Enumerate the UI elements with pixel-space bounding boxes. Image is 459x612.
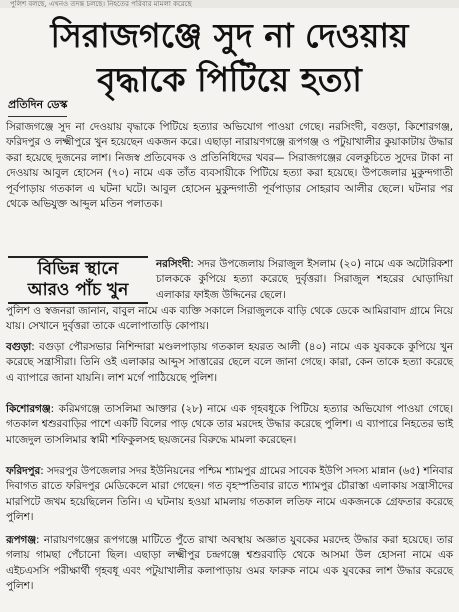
rupganj-paragraph — [6, 533, 453, 595]
faridpur-place: ফরিদপুর — [6, 465, 41, 477]
faridpur-text: : সদরপুর উপজেলার সদর ইউনিয়নের পশ্চিম শ্যামপুর গ্রামের সাবেক ইউপি সদস্য মান্নান (৬৫) শনিবার দিবাগত রাতে ফরিদপুর মেডিকেলে মারা গেছেন। গত বৃহস্পতিবার রাতে শ্যামপুর চৌরাস্তা এলাকায় সন্ত্রাসীদের মারপিটে জখম হয়েছিলেন তিনি। এ ঘটনায় হওয়া মামলায় গতকাল লতিফ নামে একজনকে গ্রেফতার করেছে পুলিশ। — [6, 465, 453, 524]
narsingdi-place: নরসিংদী — [156, 258, 191, 270]
headline-line-1: সিরাজগঞ্জে সুদ না দেওয়ায় — [50, 16, 409, 55]
sidebar-box-line-2: আরও পাঁচ খুন — [27, 280, 129, 300]
headline — [8, 14, 451, 102]
faridpur-paragraph — [6, 464, 453, 526]
bogura-paragraph — [6, 340, 453, 386]
bogura-text: : বগুড়া পৌরসভার নিশিন্দারা মণ্ডলপাড়ায় গতকাল হযরত আলী (৪০) নামে এক যুবককে কুপিয়ে খুন করেছে সন্ত্রাসীরা। তিনি ওই এলাকার আব্দুস সাত্তারের ছেলে বলে জানা গেছে। কারা, কেন তাকে হত্যা করেছে এ ব্যাপারে জানা যায়নি। লাশ মর্গে পাঠিয়েছে পুলিশ। — [6, 341, 453, 384]
narsingdi-paragraph — [156, 257, 453, 303]
rupganj-text: : নারায়ণগঞ্জের রূপগঞ্জে মাটিতে পুঁতে রাখা অবস্থায় অজ্ঞাত যুবকের মরদেহ উদ্ধার করা হয়েছে। তার গলায় গামছা পেঁচানো ছিল। এছাড়া লক্ষ্মীপুর চন্দ্রগঞ্জে শ্বশুরবাড়ি থেকে আসমা উল হোসনা নামে এক এইচএসসি পরীক্ষার্থী গৃহবধূ এবং পটুয়াখালীর কলাপাড়ায় ওমর ফারুক নামে এক যুবকের লাশ উদ্ধার করেছে পুলিশ। — [6, 534, 453, 593]
kishoreganj-place: কিশোরগঞ্জ — [6, 403, 51, 415]
bogura-place: বগুড়া — [6, 341, 32, 353]
rupganj-place: রূপগঞ্জ — [6, 534, 37, 546]
kishoreganj-text: : করিমগঞ্জে তাসলিমা আক্তার (২৮) নামে এক গৃহবধূকে পিটিয়ে হত্যার অভিযোগ পাওয়া গেছে। গতকাল শ্বশুরবাড়ির পাশে একটি বিলের পাড় থেকে তার মরদেহ উদ্ধার করেছে পুলিশ। এ ব্যাপারে নিহতের ভাই মাজেদুল তাসলিমার স্বামী শফিকুলসহ ছয়জনের বিরুদ্ধে মামলা করেছেন। — [6, 403, 453, 446]
kishoreganj-paragraph — [6, 402, 453, 448]
top-strip-text: পুলিশ বলছে, এখনও তদন্ত চলছে। নিহতের পরিবার মামলা করেছে — [0, 0, 459, 8]
narsingdi-continued: পুলিশ ও স্বজনরা জানান, বাবুল নামে এক ব্যক্তি সকালে সিরাজুলকে বাড়ি থেকে ডেকে আমিরাবাদ গ্রামে নিয়ে যায়। সেখানে দুর্বৃত্তরা তাকে এলোপাতাড়ি কোপায়। — [6, 305, 453, 333]
sidebar-highlight-box — [8, 256, 148, 304]
headline-line-2: বৃদ্ধাকে পিটিয়ে হত্যা — [97, 60, 362, 99]
sidebar-box-line-1: বিভিন্ন স্থানে — [37, 259, 119, 279]
byline: প্রতিদিন ডেস্ক — [8, 96, 67, 117]
narsingdi-text: : সদর উপজেলায় সিরাজুল ইসলাম (২০) নামে এক অটোরিকশা চালককে কুপিয়ে হত্যা করেছে দুর্বৃত্তরা। সিরাজুল শহরের ঘোড়াদিয়া এলাকার ফাইজ উদ্দিনের ছেলে। — [156, 258, 453, 301]
intro-paragraph: সিরাজগঞ্জে সুদ না দেওয়ায় বৃদ্ধাকে পিটিয়ে হত্যার অভিযোগ পাওয়া গেছে। নরসিংদী, বগুড়া, কিশোরগঞ্জ, ফরিদপুর ও লক্ষ্মীপুরে খুন হয়েছেন একজন করে। এছাড়া নারায়ণগঞ্জে রূপগঞ্জ ও পটুয়াখালীর কুয়াকাটায় উদ্ধার করা হয়েছে দুজনের লাশ। নিজস্ব প্রতিবেদক ও প্রতিনিধিদের খবর— সিরাজগঞ্জের বেলকুচিতে সুদের টাকা না দেওয়ায় আবুল হোসেন (৭০) নামে এক তাঁত ব্যবসায়ীকে পিটিয়ে হত্যা করা হয়েছে। উপজেলার মুকুন্দগাতী পূর্বপাড়ায় গতকাল এ ঘটনা ঘটে। আবুল হোসেন মুকুন্দগাতী পূর্বপাড়ার সোহরাব আলীর ছেলে। ঘটনার পর থেকে অভিযুক্ত আব্দুল মতিন পলাতক। — [6, 121, 453, 211]
